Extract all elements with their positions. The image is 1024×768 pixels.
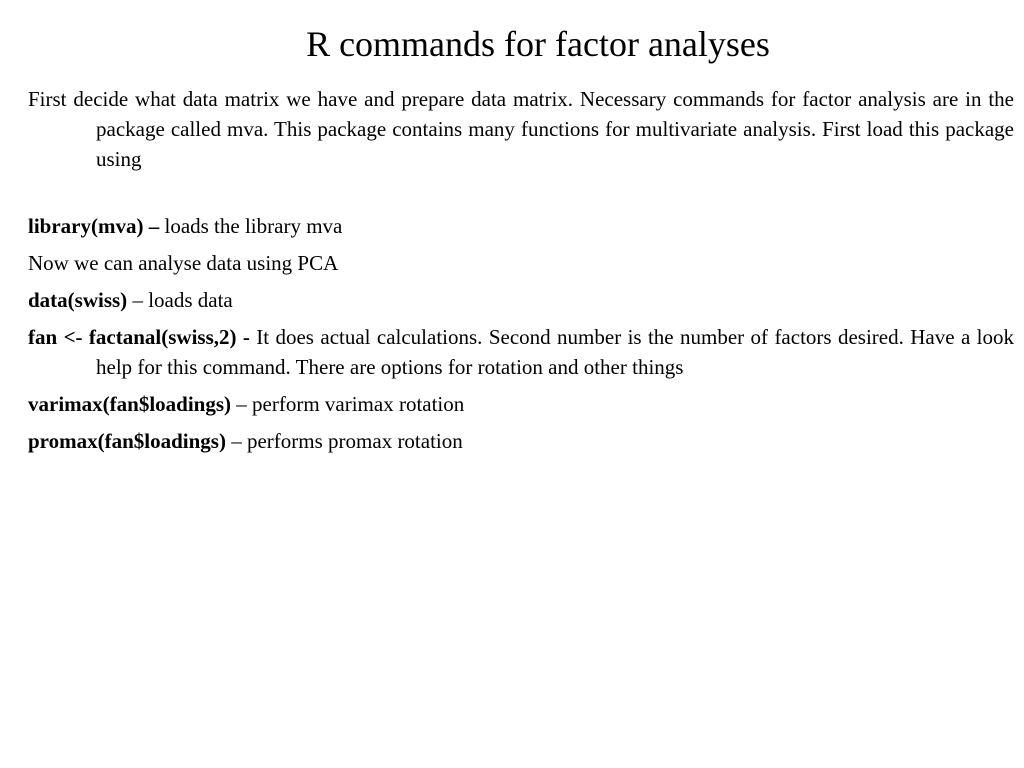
slide-title: R commands for factor analyses <box>306 24 770 64</box>
command-library-mva <box>28 211 1014 241</box>
command-description: It does actual calculations. Second number is the number of factors desired. Have a look help for this command. There are options for rotation and other things <box>96 325 1014 379</box>
intro-paragraph: First decide what data matrix we have and prepare data matrix. Necessary commands for factor analysis are in the package called mva. This package contains many functions for multivariate analysis. First load this package using <box>28 87 1014 171</box>
command-data-swiss <box>28 285 1014 315</box>
command-code: varimax(fan$loadings) <box>28 392 232 416</box>
note-text: Now we can analyse data using PCA <box>28 251 339 275</box>
command-code: promax(fan$loadings) <box>28 429 226 453</box>
command-description: – loads data <box>127 288 233 312</box>
pca-note <box>28 248 1014 278</box>
command-description: – performs promax rotation <box>225 429 463 453</box>
command-code: fan <- factanal(swiss,2) - <box>28 325 250 349</box>
command-promax <box>28 426 1014 456</box>
command-code: data(swiss) <box>28 288 128 312</box>
command-description: – perform varimax rotation <box>231 392 465 416</box>
command-code: library(mva) – <box>28 214 160 238</box>
command-factanal <box>28 322 1014 382</box>
command-description: loads the library mva <box>159 214 343 238</box>
slide-content <box>28 84 1014 463</box>
command-varimax <box>28 389 1014 419</box>
